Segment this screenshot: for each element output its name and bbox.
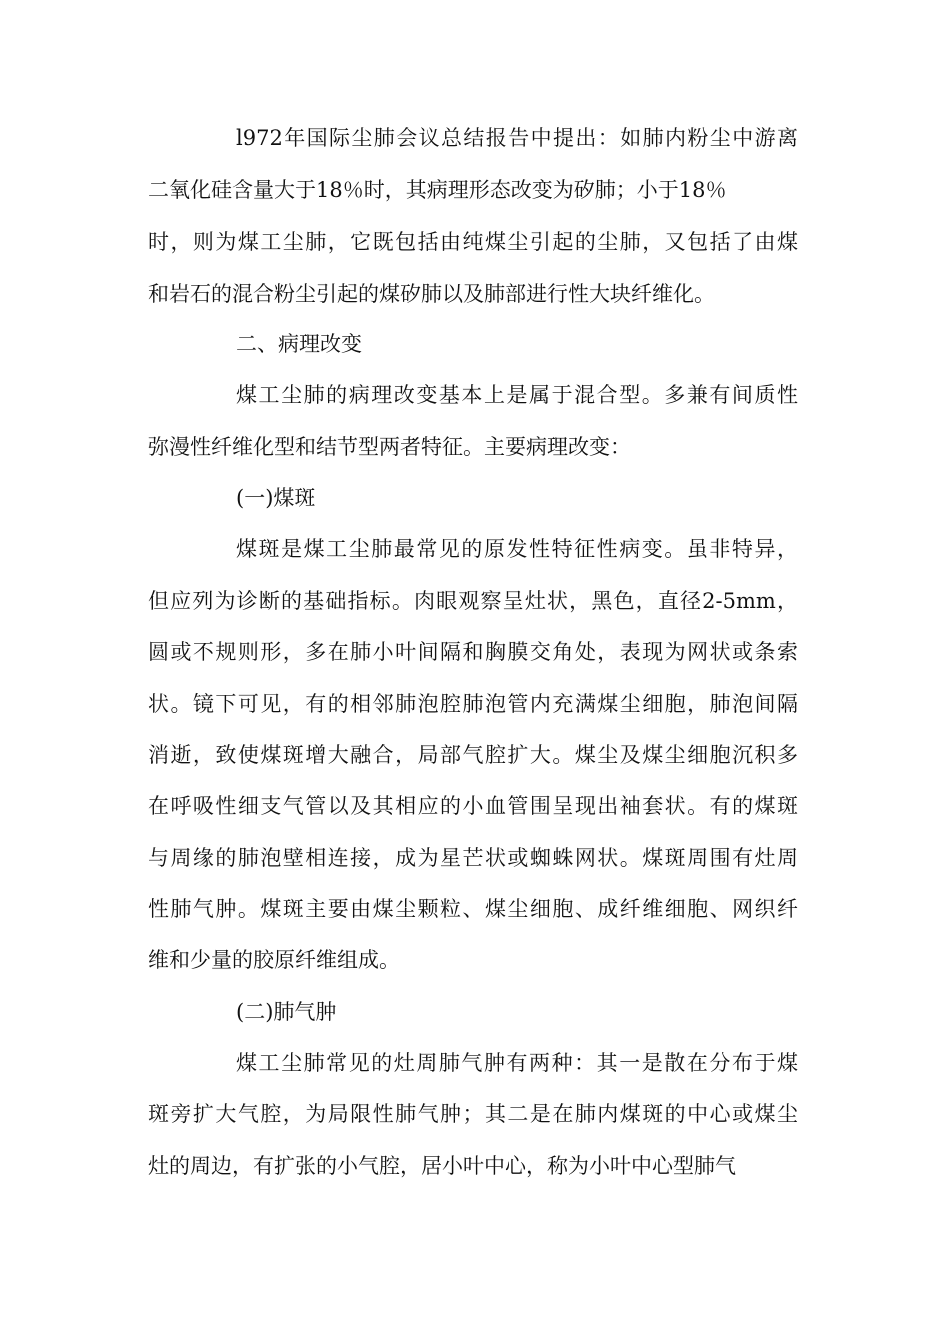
paragraph-line: 维和少量的胶原纤维组成。 xyxy=(148,948,400,972)
subsection-heading: (二)肺气肿 xyxy=(236,1000,337,1024)
paragraph-line: 煤斑是煤工尘肺最常见的原发性特征性病变。虽非特异， xyxy=(236,537,798,561)
paragraph-line: 消逝，致使煤斑增大融合，局部气腔扩大。煤尘及煤尘细胞沉积多 xyxy=(148,743,798,767)
paragraph-line: 和岩石的混合粉尘引起的煤矽肺以及肺部进行性大块纤维化。 xyxy=(148,282,715,306)
paragraph-line: l972年国际尘肺会议总结报告中提出：如肺内粉尘中游离 xyxy=(236,126,798,150)
subsection-heading: (一)煤斑 xyxy=(236,486,316,510)
paragraph-line: 圆或不规则形，多在肺小叶间隔和胸膜交角处，表现为网状或条索 xyxy=(148,640,798,664)
paragraph-line: 在呼吸性细支气管以及其相应的小血管围呈现出袖套状。有的煤斑 xyxy=(148,794,798,818)
paragraph-line: 二氧化硅含量大于18％时，其病理形态改变为矽肺；小于18％ xyxy=(148,178,727,202)
paragraph-line: 弥漫性纤维化型和结节型两者特征。主要病理改变： xyxy=(148,435,631,459)
paragraph-line: 煤工尘肺常见的灶周肺气肿有两种：其一是散在分布于煤 xyxy=(236,1051,798,1075)
paragraph-line: 与周缘的肺泡壁相连接，成为星芒状或蜘蛛网状。煤斑周围有灶周 xyxy=(148,846,798,870)
section-heading: 二、病理改变 xyxy=(236,332,362,356)
paragraph-line: 状。镜下可见，有的相邻肺泡腔肺泡管内充满煤尘细胞，肺泡间隔 xyxy=(148,692,798,716)
paragraph-line: 时，则为煤工尘肺，它既包括由纯煤尘引起的尘肺，又包括了由煤 xyxy=(148,230,798,254)
paragraph-line: 煤工尘肺的病理改变基本上是属于混合型。多兼有间质性 xyxy=(236,383,798,407)
paragraph-line: 性肺气肿。煤斑主要由煤尘颗粒、煤尘细胞、成纤维细胞、网织纤 xyxy=(148,897,798,921)
paragraph-line: 但应列为诊断的基础指标。肉眼观察呈灶状，黑色，直径2-5mm， xyxy=(148,589,798,613)
paragraph-line: 灶的周边，有扩张的小气腔，居小叶中心，称为小叶中心型肺气 xyxy=(148,1154,736,1178)
paragraph-line: 斑旁扩大气腔，为局限性肺气肿；其二是在肺内煤斑的中心或煤尘 xyxy=(148,1102,798,1126)
